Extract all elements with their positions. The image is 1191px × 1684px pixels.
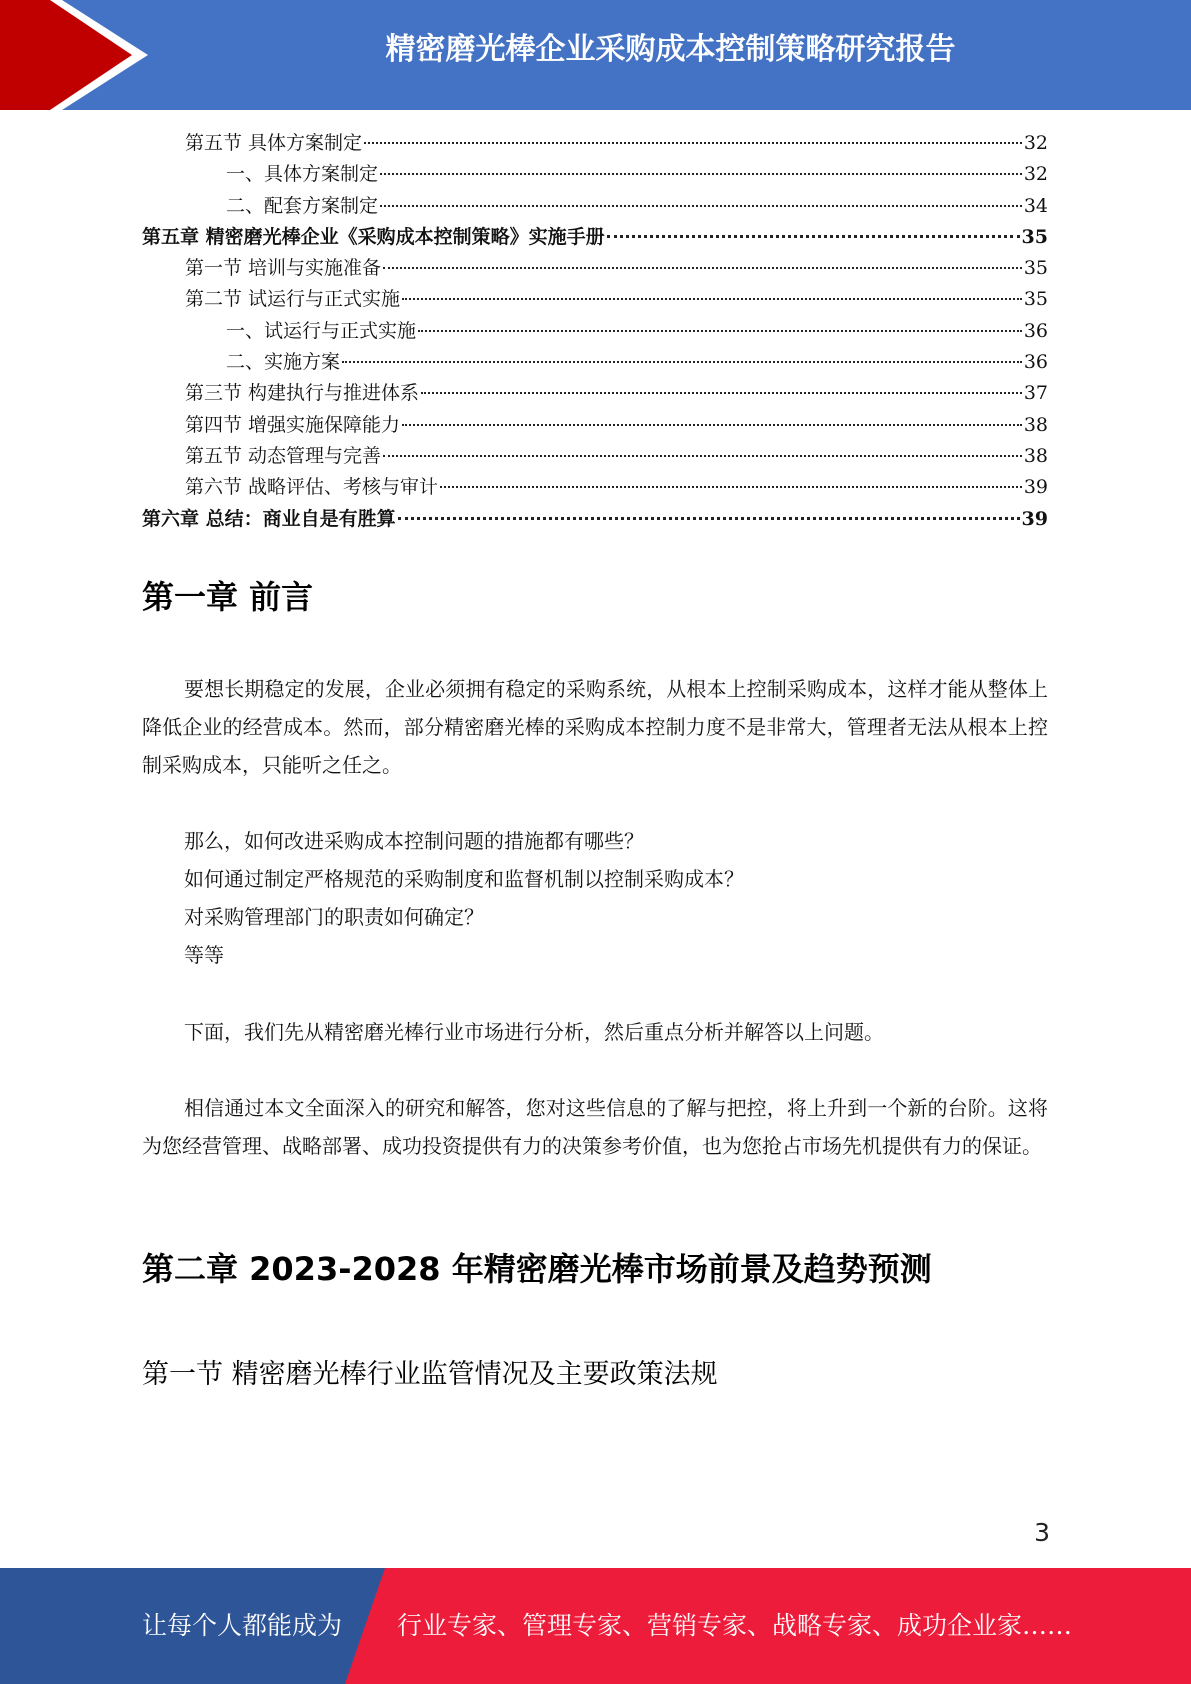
toc-leader-dots <box>364 142 1022 144</box>
toc-entry-page: 32 <box>1023 163 1048 186</box>
chapter-1-heading: 第一章 前言 <box>142 578 314 616</box>
toc-entry-label: 第五节 动态管理与完善 <box>185 444 382 467</box>
toc-leader-dots <box>418 330 1022 332</box>
toc-leader-dots <box>398 517 1020 520</box>
toc-entry[interactable] <box>142 378 1048 409</box>
toc-entry[interactable] <box>142 191 1048 222</box>
toc-entry[interactable] <box>142 284 1048 315</box>
toc-entry-label: 二、配套方案制定 <box>226 194 379 217</box>
section-1-heading: 第一节 精密磨光棒行业监管情况及主要政策法规 <box>142 1359 718 1390</box>
footer-slogan-right: 行业专家、管理专家、营销专家、战略专家、成功企业家…… <box>397 1611 1073 1640</box>
toc-entry-label: 一、具体方案制定 <box>226 163 379 186</box>
toc-entry-page: 39 <box>1023 476 1048 499</box>
toc-entry-page: 32 <box>1023 132 1048 154</box>
toc-entry-label: 第四节 增强实施保障能力 <box>185 413 401 436</box>
toc-leader-dots <box>402 298 1022 300</box>
toc-entry-label: 第二节 试运行与正式实施 <box>185 288 401 311</box>
toc-entry[interactable] <box>142 159 1048 190</box>
toc-entry-label: 第六节 战略评估、考核与审计 <box>185 476 439 499</box>
red-arrow-icon <box>0 0 160 110</box>
toc-leader-dots <box>342 361 1022 363</box>
toc-entry-page: 36 <box>1023 351 1048 374</box>
question-3: 对采购管理部门的职责如何确定？ <box>184 905 484 929</box>
toc-leader-dots <box>383 267 1022 269</box>
toc-leader-dots <box>383 455 1022 457</box>
toc-entry[interactable] <box>142 504 1048 535</box>
toc-entry-label: 第一节 培训与实施准备 <box>185 257 382 280</box>
table-of-contents <box>142 128 1048 535</box>
toc-entry-page: 36 <box>1023 319 1048 342</box>
toc-entry-label: 二、实施方案 <box>226 351 341 374</box>
closing-paragraph: 相信通过本文全面深入的研究和解答，您对这些信息的了解与把控，将上升到一个新的台阶。这将为您经营管理、战略部署、成功投资提供有力的决策参考价值，也为您抢占市场先机提供有力的保证。 <box>142 1096 1048 1158</box>
footer-slogan-left: 让每个人都能成为 <box>142 1611 343 1640</box>
toc-entry[interactable] <box>142 441 1048 472</box>
page-footer <box>0 1568 1191 1684</box>
toc-leader-dots <box>380 173 1022 175</box>
question-etc: 等等 <box>184 943 224 967</box>
toc-leader-dots <box>607 235 1020 238</box>
header-title: 精密磨光棒企业采购成本控制策略研究报告 <box>385 32 956 67</box>
toc-leader-dots <box>421 392 1022 394</box>
intro-paragraph: 要想长期稳定的发展，企业必须拥有稳定的采购系统，从根本上控制采购成本，这样才能从整体上降低企业的经营成本。然而，部分精密磨光棒的采购成本控制力度不是非常大，管理者无法从根本上控制采购成本，只能听之任之。 <box>142 677 1048 777</box>
toc-entry-page: 35 <box>1023 288 1048 311</box>
toc-entry-page: 39 <box>1021 507 1048 530</box>
question-1: 那么，如何改进采购成本控制问题的措施都有哪些？ <box>184 829 644 853</box>
toc-entry-label: 第五章 精密磨光棒企业《采购成本控制策略》实施手册 <box>142 225 605 248</box>
toc-entry-label: 第六章 总结：商业自是有胜算 <box>142 507 396 530</box>
toc-leader-dots <box>440 486 1022 488</box>
chapter-2-heading: 第二章 2023-2028 年精密磨光棒市场前景及趋势预测 <box>142 1250 932 1288</box>
toc-entry-page: 38 <box>1023 444 1048 467</box>
question-2: 如何通过制定严格规范的采购制度和监督机制以控制采购成本？ <box>184 867 744 891</box>
toc-entry-page: 38 <box>1023 413 1048 436</box>
page-number: 3 <box>1034 1518 1050 1547</box>
toc-entry[interactable] <box>142 316 1048 347</box>
toc-entry[interactable] <box>142 253 1048 284</box>
toc-leader-dots <box>380 205 1022 207</box>
toc-entry[interactable] <box>142 472 1048 503</box>
toc-entry-page: 35 <box>1021 225 1048 248</box>
toc-entry[interactable] <box>142 347 1048 378</box>
toc-entry[interactable] <box>142 410 1048 441</box>
toc-leader-dots <box>402 424 1022 426</box>
toc-entry[interactable] <box>142 128 1048 159</box>
toc-entry-page: 35 <box>1023 257 1048 280</box>
toc-entry-page: 37 <box>1023 382 1048 405</box>
toc-entry-label: 第三节 构建执行与推进体系 <box>185 382 420 405</box>
toc-entry[interactable] <box>142 222 1048 253</box>
toc-entry-label: 一、试运行与正式实施 <box>226 319 417 342</box>
analysis-paragraph: 下面，我们先从精密磨光棒行业市场进行分析，然后重点分析并解答以上问题。 <box>184 1020 884 1044</box>
page-header <box>0 0 1191 110</box>
toc-entry-label: 第五节 具体方案制定 <box>185 132 363 154</box>
toc-entry-page: 34 <box>1023 194 1048 217</box>
